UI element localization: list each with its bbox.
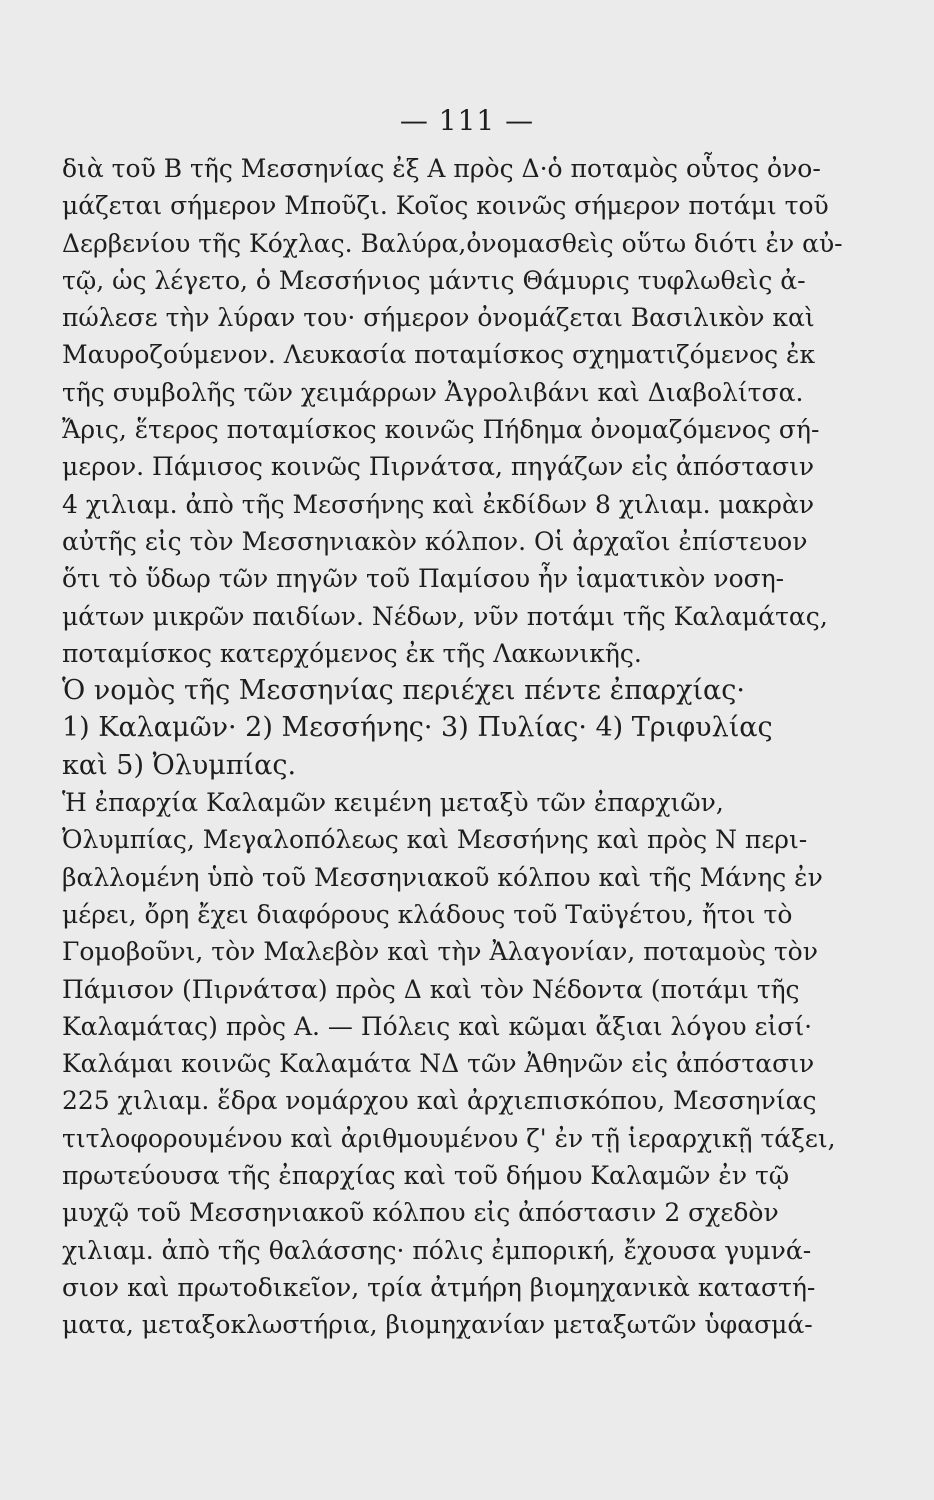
text-line: διὰ τοῦ Β τῆς Μεσσηνίας ἐξ Α πρὸς Δ·ὁ ποταμὸς οὗτος ὀνο- (62, 154, 821, 183)
text-line: Πάμισον (Πιρνάτσα) πρὸς Δ καὶ τὸν Νέδοντα (ποτάμι τῆς (62, 974, 800, 1004)
text-line: τῷ, ὡς λέγετο, ὁ Μεσσήνιος μάντις Θάμυρις τυφλωθεὶς ἀ- (62, 265, 806, 295)
text-line: πρωτεύουσα τῆς ἐπαρχίας καὶ τοῦ δήμου Καλαμῶν ἐν τῷ (62, 1161, 790, 1191)
text-line: πώλεσε τὴν λύραν του· σήμερον ὀνομάζεται Βασιλικὸν καὶ (62, 303, 815, 333)
page-number: — 111 — (399, 104, 535, 137)
text-line: μυχῷ τοῦ Μεσσηνιακοῦ κόλπου εἰς ἀπόστασιν 2 σχεδὸν (62, 1198, 779, 1228)
text-line: Ἄρις, ἕτερος ποταμίσκος κοινῶς Πήδημα ὀνομαζόμενος σή- (62, 415, 820, 445)
text-line: τῆς συμβολῆς τῶν χειμάρρων Ἀγρολιβάνι καὶ Διαβολίτσα. (62, 377, 804, 407)
text-line: μέρει, ὄρη ἔχει διαφόρους κλάδους τοῦ Ταϋγέτου, ἤτοι τὸ (62, 899, 793, 929)
text-line: 225 χιλιαμ. ἕδρα νομάρχου καὶ ἀρχιεπισκόπου, Μεσσηνίας (62, 1086, 817, 1116)
text-line: μερον. Πάμισος κοινῶς Πιρνάτσα, πηγάζων εἰς ἀπόστασιν (62, 452, 815, 482)
text-line: 4 χιλιαμ. ἀπὸ τῆς Μεσσήνης καὶ ἐκδίδων 8 χιλιαμ. μακρὰν (62, 489, 815, 519)
text-line: ὅτι τὸ ὕδωρ τῶν πηγῶν τοῦ Παμίσου ἦν ἰαματικὸν νοση- (62, 564, 785, 594)
text-line: Ἡ ἐπαρχία Καλαμῶν κειμένη μεταξὺ τῶν ἐπαρχιῶν, (62, 788, 724, 818)
text-line: Δερβενίου τῆς Κόχλας. Βαλύρα,ὀνομασθεὶς οὕτω διότι ἐν αὐ- (62, 228, 843, 258)
text-line: βαλλομένη ὑπὸ τοῦ Μεσσηνιακοῦ κόλπου καὶ τῆς Μάνης ἐν (62, 862, 823, 892)
page-text (62, 150, 872, 1344)
text-line: χιλιαμ. ἀπὸ τῆς θαλάσσης· πόλις ἐμπορική, ἔχουσα γυμνά- (62, 1235, 812, 1265)
text-line: μάζεται σήμερον Μποῦζι. Κοῖος κοινῶς σήμερον ποτάμι τοῦ (62, 191, 829, 221)
text-line: Μαυροζούμενον. Λευκασία ποταμίσκος σχηματιζόμενος ἐκ (62, 340, 816, 370)
text-line: ματα, μεταξοκλωστήρια, βιομηχανίαν μεταξωτῶν ὑφασμά- (62, 1310, 813, 1340)
text-line: αὐτῆς εἰς τὸν Μεσσηνιακὸν κόλπον. Οἱ ἀρχαῖοι ἐπίστευον (62, 526, 808, 556)
text-line: Ὁ νομὸς τῆς Μεσσηνίας περιέχει πέντε ἐπαρχίας· (62, 675, 745, 707)
text-line: ποταμίσκος κατερχόμενος ἐκ τῆς Λακωνικῆς. (62, 638, 642, 668)
text-line: τιτλοφορουμένου καὶ ἀριθμουμένου ζ' ἐν τῇ ἱεραρχικῇ τάξει, (62, 1123, 836, 1153)
text-line: 1) Καλαμῶν· 2) Μεσσήνης· 3) Πυλίας· 4) Τριφυλίας (62, 712, 773, 744)
text-line: σιον καὶ πρωτοδικεῖον, τρία ἀτμήρη βιομηχανικὰ καταστή- (62, 1272, 816, 1302)
text-line: Γομοβοῦνι, τὸν Μαλεβὸν καὶ τὴν Ἀλαγονίαν, ποταμοὺς τὸν (62, 937, 818, 967)
text-line: Ὀλυμπίας, Μεγαλοπόλεως καὶ Μεσσήνης καὶ πρὸς Ν περι- (62, 825, 808, 855)
text-line: Καλάμαι κοινῶς Καλαμάτα ΝΔ τῶν Ἀθηνῶν εἰς ἀπόστασιν (62, 1049, 815, 1079)
text-line: καὶ 5) Ὀλυμπίας. (62, 749, 297, 781)
text-line: Καλαμάτας) πρὸς Α. — Πόλεις καὶ κῶμαι ἄξιαι λόγου εἰσί· (62, 1011, 813, 1041)
text-line: μάτων μικρῶν παιδίων. Νέδων, νῦν ποτάμι τῆς Καλαμάτας, (62, 601, 828, 631)
